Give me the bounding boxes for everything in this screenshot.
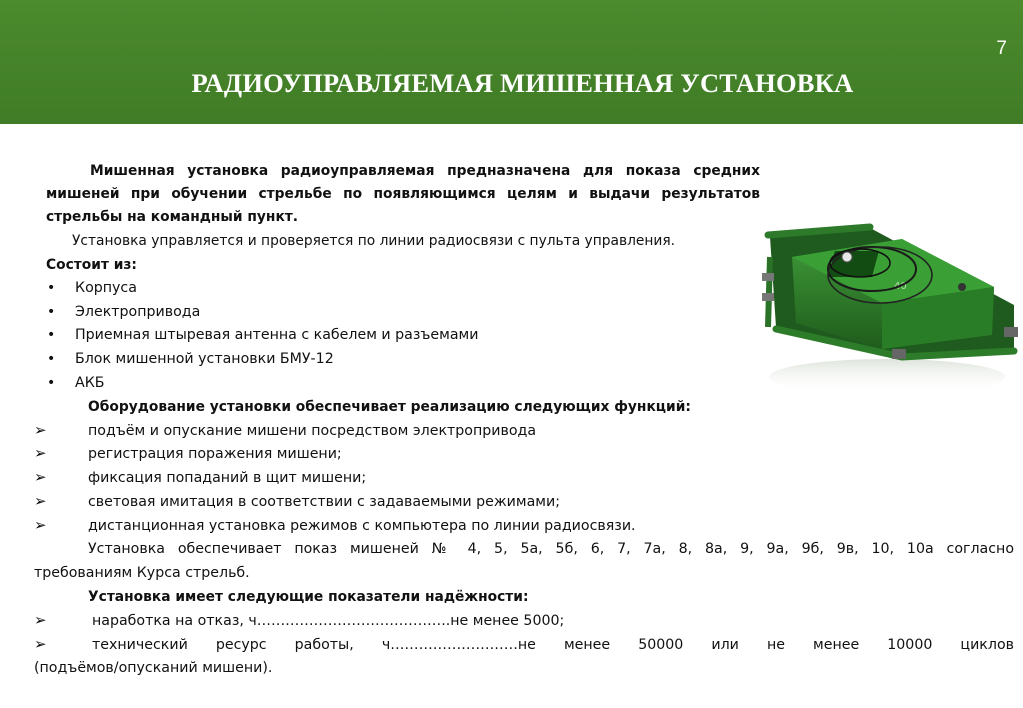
targets-line-2: требованиям Курса стрельб.: [34, 565, 250, 581]
arrow-bullet-icon: ➢: [34, 635, 47, 653]
reliability-item-1: наработка на отказ, ч…………………………………..не менее 5000;: [92, 613, 565, 629]
function-item: дистанционная установка режимов с компьютера по линии радиосвязи.: [88, 518, 636, 534]
function-item: регистрация поражения мишени;: [88, 446, 342, 462]
targets-line-1: Установка обеспечивает показ мишеней № 4, 5, 5а, 5б, 6, 7, 7а, 8, 8а, 9, 9а, 9б, 9в, 10, 10а согласно: [88, 541, 1014, 557]
arrow-bullet-icon: ➢: [34, 421, 47, 439]
composition-item: Блок мишенной установки БМУ-12: [75, 351, 334, 367]
photo-marking: 40: [894, 281, 907, 292]
arrow-bullet-icon: ➢: [34, 444, 47, 462]
bullet-icon: •: [47, 304, 56, 320]
function-item: подъём и опускание мишени посредством электропривода: [88, 423, 537, 439]
composition-item: Электропривода: [75, 304, 201, 320]
bullet-icon: •: [47, 351, 56, 367]
slide-title: РАДИОУПРАВЛЯЕМАЯ МИШЕННАЯ УСТАНОВКА: [191, 68, 854, 98]
arrow-bullet-icon: ➢: [34, 468, 47, 486]
target-unit-photo: [752, 217, 1020, 397]
function-item: фиксация попаданий в щит мишени;: [88, 470, 367, 486]
reliability-heading: Установка имеет следующие показатели надёжности:: [88, 589, 529, 605]
intro-line-4: Установка управляется и проверяется по линии радиосвязи с пульта управления.: [72, 233, 676, 249]
composition-item: Приемная штыревая антенна с кабелем и разъемами: [75, 327, 479, 343]
bullet-icon: •: [47, 280, 56, 296]
functions-heading: Оборудование установки обеспечивает реализацию следующих функций:: [88, 399, 691, 415]
target-unit-illustration: [752, 217, 1020, 397]
intro-line-1: Мишенная установка радиоуправляемая предназначена для показа средних: [90, 163, 760, 179]
function-item: световая имитация в соответствии с задаваемыми режимами;: [88, 494, 560, 510]
arrow-bullet-icon: ➢: [34, 492, 47, 510]
arrow-bullet-icon: ➢: [34, 611, 47, 629]
arrow-bullet-icon: ➢: [34, 516, 47, 534]
intro-line-2: мишеней при обучении стрельбе по появляющимся целям и выдачи результатов: [46, 186, 760, 202]
reliability-item-2-line-1: технический ресурс работы, ч………………………не менее 50000 или не менее 10000 циклов: [92, 637, 1014, 653]
bullet-icon: •: [47, 375, 56, 391]
composition-heading: Состоит из:: [46, 257, 137, 273]
slide-number: 7: [996, 38, 1007, 59]
bullet-icon: •: [47, 327, 56, 343]
reliability-item-2-line-2: (подъёмов/опусканий мишени).: [34, 660, 273, 676]
composition-item: АКБ: [75, 375, 105, 391]
composition-item: Корпуса: [75, 280, 137, 296]
intro-line-3: стрельбы на командный пункт.: [46, 209, 299, 225]
